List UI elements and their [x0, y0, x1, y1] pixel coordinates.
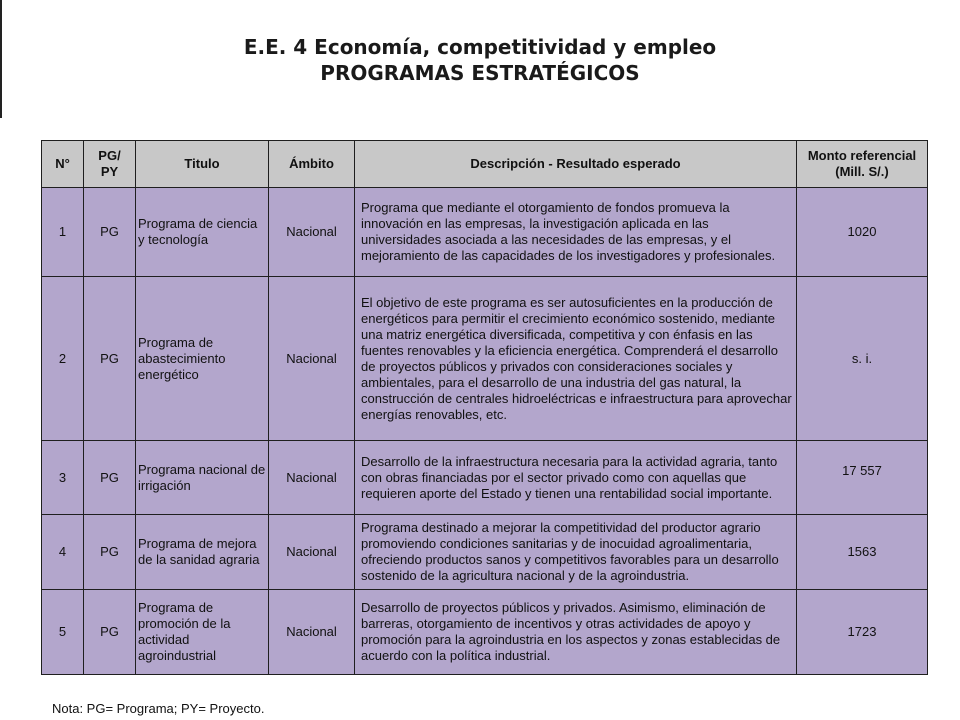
footnote: Nota: PG= Programa; PY= Proyecto. — [52, 701, 265, 716]
header-description: Descripción - Resultado esperado — [355, 141, 797, 188]
row-type: PG — [84, 441, 136, 515]
row-title: Programa de mejora de la sanidad agraria — [136, 515, 269, 590]
header-num: N° — [42, 141, 84, 188]
header-title: Titulo — [136, 141, 269, 188]
row-num: 5 — [42, 590, 84, 675]
row-type: PG — [84, 188, 136, 277]
table-row — [42, 441, 928, 515]
row-scope: Nacional — [269, 277, 355, 441]
row-amount: 1020 — [797, 188, 928, 277]
header-scope: Ámbito — [269, 141, 355, 188]
row-title: Programa de abastecimiento energético — [136, 277, 269, 441]
row-scope: Nacional — [269, 515, 355, 590]
table-row — [42, 515, 928, 590]
row-type: PG — [84, 590, 136, 675]
row-num: 2 — [42, 277, 84, 441]
row-num: 3 — [42, 441, 84, 515]
row-amount: 1563 — [797, 515, 928, 590]
row-type: PG — [84, 515, 136, 590]
slide-title — [0, 34, 960, 86]
title-line-1: E.E. 4 Economía, competitividad y empleo — [243, 35, 717, 59]
row-title: Programa de ciencia y tecnología — [136, 188, 269, 277]
row-type: PG — [84, 277, 136, 441]
row-description: Desarrollo de la infraestructura necesaria para la actividad agraria, tanto con obras financiadas por el sector privado como con aquellas que requieren aporte del Estado y tienen una rentabilidad social importante. — [355, 441, 797, 515]
title-line-2: PROGRAMAS ESTRATÉGICOS — [320, 61, 640, 85]
row-num: 4 — [42, 515, 84, 590]
header-type: PG/ PY — [84, 141, 136, 188]
row-scope: Nacional — [269, 590, 355, 675]
row-description: Programa que mediante el otorgamiento de fondos promueva la innovación en las empresas, la investigación aplicada en las universidades asociada a las necesidades de las empresas, y el mejoramiento de las capacidades de los investigadores y profesionales. — [355, 188, 797, 277]
row-amount: 17 557 — [797, 441, 928, 515]
row-amount: s. i. — [797, 277, 928, 441]
row-description: El objetivo de este programa es ser autosuficientes en la producción de energéticos para permitir el crecimiento económico sostenido, mediante una matriz energética diversificada, competitiva y con énfasis en las fuentes renovables y la eficiencia energética. Comprenderá el desarrollo de proyectos públicos y privados con consideraciones sociales y ambientales, para el desarrollo de una industria del gas natural, la construcción de centrales hidroeléctricas e infraestructura para aprovechar energías renovables, etc. — [355, 277, 797, 441]
row-amount: 1723 — [797, 590, 928, 675]
row-scope: Nacional — [269, 188, 355, 277]
row-description: Desarrollo de proyectos públicos y privados. Asimismo, eliminación de barreras, otorgamiento de incentivos y otras actividades de apoyo y promoción para la agroindustria en los aspectos y zonas establecidas de acuerdo con la política industrial. — [355, 590, 797, 675]
table-row — [42, 277, 928, 441]
table-row — [42, 188, 928, 277]
table-header-row — [42, 141, 928, 188]
header-amount: Monto referencial (Mill. S/.) — [797, 141, 928, 188]
row-title: Programa nacional de irrigación — [136, 441, 269, 515]
table-row — [42, 590, 928, 675]
row-title: Programa de promoción de la actividad agroindustrial — [136, 590, 269, 675]
row-description: Programa destinado a mejorar la competitividad del productor agrario promoviendo condiciones sanitarias y de inocuidad agroalimentaria, ofreciendo productos sanos y competitivos favorables para un desarrollo sostenido de la agricultura nacional y de la agroindustria. — [355, 515, 797, 590]
row-scope: Nacional — [269, 441, 355, 515]
row-num: 1 — [42, 188, 84, 277]
programs-table — [41, 140, 928, 675]
